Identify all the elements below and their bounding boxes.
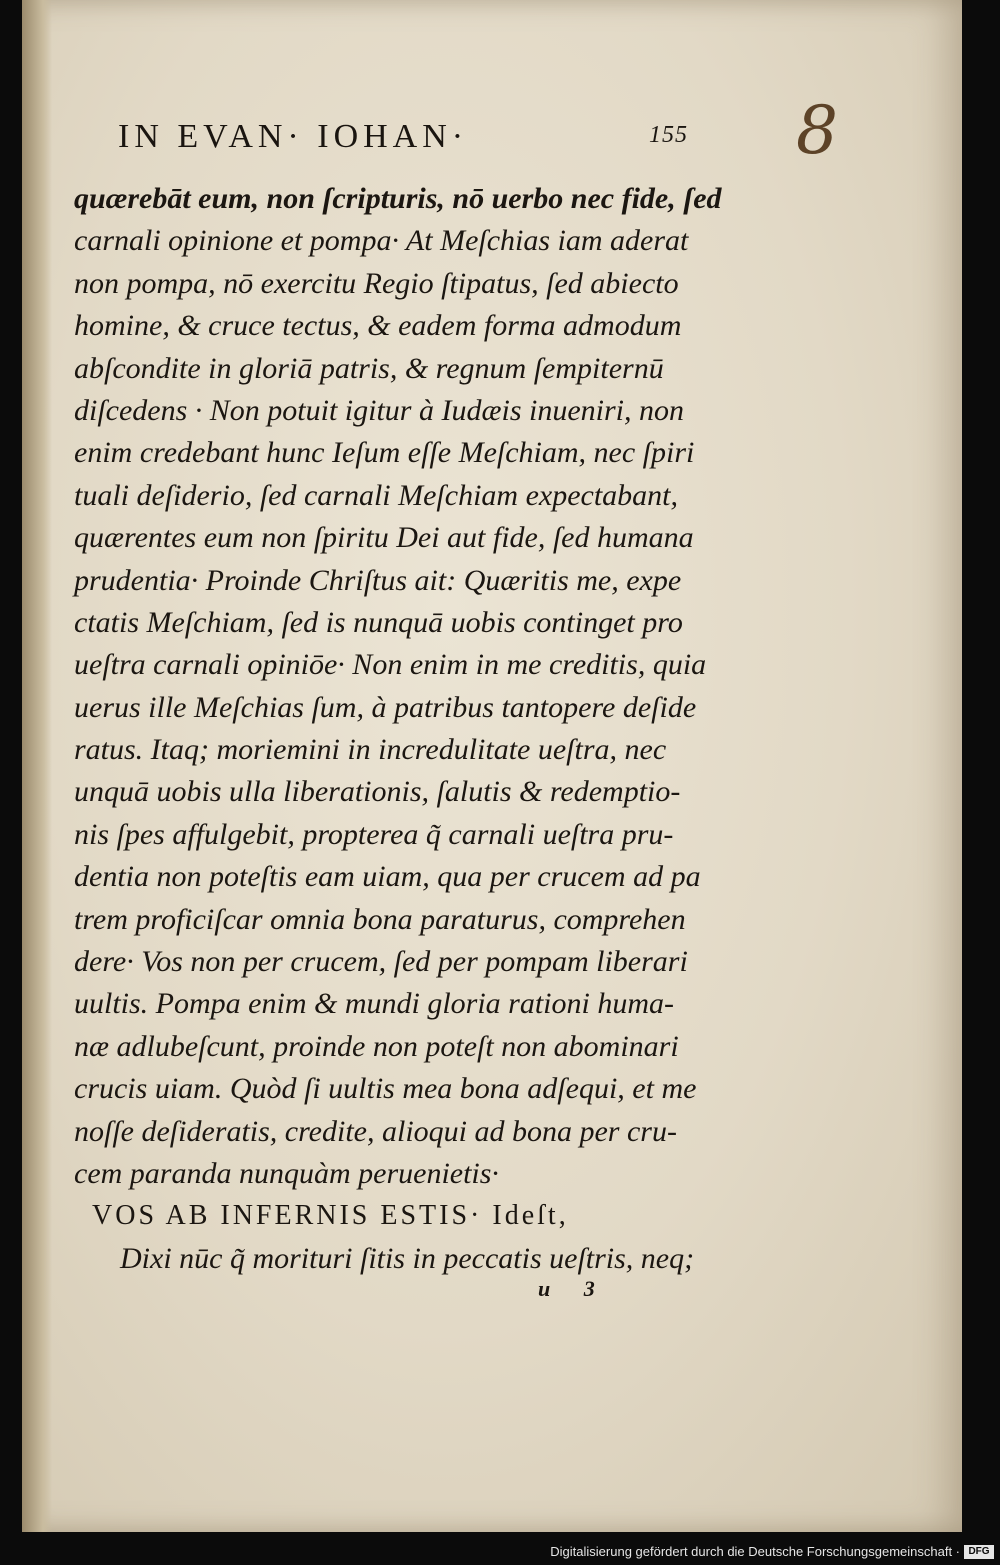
text-line: diſcedens · Non potuit igitur à Iudæis inueniri, non <box>74 393 684 427</box>
text-line: tuali deſiderio, ſed carnali Meſchiam expectabant, <box>74 478 679 512</box>
page-gutter-shadow <box>22 0 52 1532</box>
text-line: homine, & cruce tectus, & eadem forma admodum <box>74 309 682 343</box>
text-line: quærebāt eum, non ſcripturis, nō uerbo nec fide, ſed <box>74 182 722 215</box>
text-line: ctatis Meſchiam, ſed is nunquā uobis continget pro <box>74 605 683 639</box>
text-line: næ adlubeſcunt, proinde non poteſt non abominari <box>74 1029 679 1063</box>
footer-strip <box>0 1532 1000 1565</box>
text-line: quærentes eum non ſpiritu Dei aut fide, ſed humana <box>74 521 694 555</box>
text-line: dere· Vos non per crucem, ſed per pompam liberari <box>74 945 688 979</box>
text-line: ratus. Itaq; moriemini in incredulitate ueſtra, nec <box>74 733 667 767</box>
text-line: ueſtra carnali opiniōe· Non enim in me creditis, quia <box>74 648 707 682</box>
text-line: enim credebant hunc Ieſum eſſe Meſchiam, nec ſpiri <box>74 436 695 470</box>
text-line: non pompa, nō exercitu Regio ſtipatus, ſed abiecto <box>74 266 679 300</box>
text-line: uultis. Pompa enim & mundi gloria rationi huma- <box>74 987 674 1021</box>
text-line: nis ſpes affulgebit, propterea q̃ carnali ueſtra pru- <box>74 817 674 851</box>
text-line: unquā uobis ulla liberationis, ſalutis & redemptio- <box>74 775 681 809</box>
text-line: carnali opinione et pompa· At Meſchias iam aderat <box>74 224 689 258</box>
text-line: abſcondite in gloriā patris, & regnum ſempiternū <box>74 351 664 385</box>
text-line: prudentia· Proinde Chriſtus ait: Quæritis me, expe <box>74 563 682 597</box>
folio-number: 155 <box>649 122 688 148</box>
dfg-logo: DFG <box>964 1545 994 1559</box>
running-title: IN EVAN· IOHAN· <box>118 118 469 155</box>
text-line: Dixi nūc q̃ morituri ſitis in peccatis ueſtris, neq; <box>120 1241 695 1275</box>
text-line: noſſe deſideratis, credite, alioqui ad bona per cru- <box>74 1114 677 1148</box>
handwritten-page-mark: 8 <box>796 92 838 169</box>
signature-mark: u 3 <box>538 1276 609 1301</box>
text-line: trem proficiſcar omnia bona paraturus, comprehen <box>74 902 686 936</box>
text-line: uerus ille Meſchias ſum, à patribus tantopere deſide <box>74 690 697 724</box>
text-line: cem paranda nunquàm peruenietis· <box>74 1156 499 1190</box>
text-line: crucis uiam. Quòd ſi uultis mea bona adſequi, et me <box>74 1072 697 1106</box>
running-header <box>118 118 688 162</box>
section-heading-line: VOS AB INFERNIS ESTIS· Ideſt, <box>92 1200 569 1232</box>
digitization-credit: Digitalisierung gefördert durch die Deutsche Forschungsgemeinschaft · <box>550 1544 960 1559</box>
body-text <box>74 178 722 1280</box>
text-line: dentia non poteſtis eam uiam, qua per crucem ad pa <box>74 860 701 894</box>
